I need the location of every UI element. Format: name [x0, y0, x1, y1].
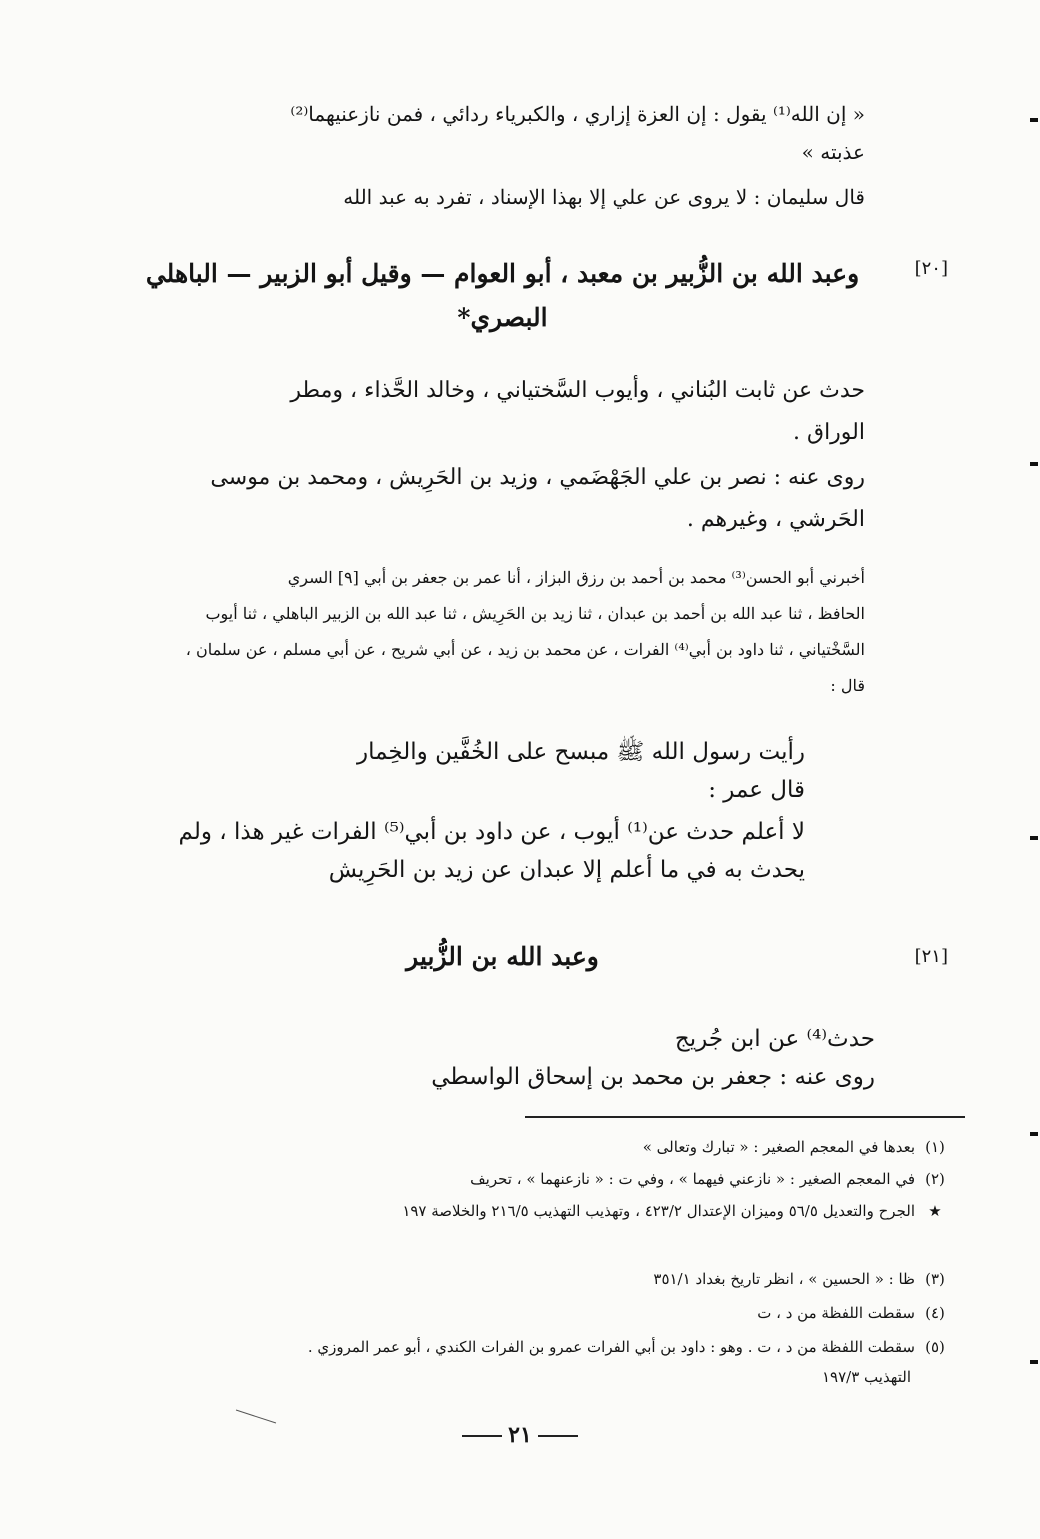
footnote — [150, 1196, 955, 1226]
footnote-marker: (٢) — [925, 1170, 945, 1188]
heading-line: وعبد الله بن الزُّبير بن معبد ، أبو العوام — وقيل أبو الزبير — الباهلي — [145, 259, 860, 288]
text-line: قال سليمان : لا يروى عن علي إلا بهذا الإسناد ، تفرد به عبد الله — [343, 185, 865, 209]
footnote-text: في المعجم الصغير : « نازعني فيهما » ، وفي ت : « نازعنهما » ، تحريف — [470, 1170, 915, 1188]
footnote-marker: (٤) — [925, 1304, 945, 1322]
entry-number: [٢١] — [914, 946, 948, 967]
footnote-text: بعدها في المعجم الصغير : « تبارك وتعالى » — [642, 1138, 915, 1156]
text-line: « إن الله⁽¹⁾ يقول : إن العزة إزاري ، والكبرياء ردائي ، فمن نازعنيهما⁽²⁾ — [290, 102, 865, 126]
text-line: روى عنه : جعفر بن محمد بن إسحاق الواسطي — [431, 1064, 875, 1090]
scan-mark — [1030, 1360, 1038, 1364]
text-line: لا أعلم حدث عن⁽¹⁾ أيوب ، عن داود بن أبي⁽⁵⁾ الفرات غير هذا ، ولم — [178, 819, 805, 845]
entry-number: [٢٠] — [914, 258, 948, 279]
text-line: رأيت رسول الله ﷺ مبسح على الخُفَّين والخِمار — [357, 739, 805, 765]
footnote — [150, 1332, 955, 1392]
opening-hadith — [145, 95, 865, 171]
footnote-marker: ★ — [928, 1202, 942, 1220]
footnote — [150, 1298, 955, 1328]
page-number-dash — [538, 1435, 578, 1437]
footnote — [150, 1264, 955, 1294]
text-line: قال عمر : — [708, 777, 805, 803]
footnote-text: ظا : « الحسين » ، انظر تاريخ بغداد ٣٥١/١ — [653, 1270, 915, 1288]
footnote-text: سقطت اللفظة من د ، ت . وهو : داود بن أبي الفرات عمرو بن الفرات الكندي ، أبو عمر المروزي . — [307, 1338, 915, 1356]
sulayman-note — [145, 178, 865, 216]
footnote-text: سقطت اللفظة من د ، ت — [757, 1304, 915, 1322]
entry-21-body — [150, 1020, 875, 1096]
footnote-divider — [525, 1116, 965, 1118]
footnote-marker: (٣) — [925, 1270, 945, 1288]
text-line: حدث عن ثابت البُناني ، وأيوب السَّختياني ، وخالد الحَّذاء ، ومطر — [290, 378, 865, 403]
text-line: الوراق . — [793, 420, 865, 445]
text-line: يحدث به في ما أعلم إلا عبدان عن زيد بن الحَرِيش — [328, 857, 805, 883]
narrated-by-paragraph — [145, 457, 865, 541]
text-line: أخبرني أبو الحسن⁽³⁾ محمد بن أحمد بن رزق البزاز ، أنا عمر بن جعفر بن أبي [٩] السري — [287, 568, 865, 587]
text-line: روى عنه : نصر بن علي الجَهْضَمي ، وزيد بن الحَرِيش ، ومحمد بن موسى — [210, 465, 865, 490]
footnote-marker: (٥) — [925, 1338, 945, 1356]
text-line: عذبته » — [801, 140, 865, 164]
entry-heading — [140, 252, 865, 340]
page-number-value: ٢١ — [508, 1422, 532, 1448]
entry-heading: وعبد الله بن الزُّبير — [406, 942, 599, 971]
footnote-text: الجرح والتعديل ٥٦/٥ وميزان الإعتدال ٤٢٣/٢ ، وتهذيب التهذيب ٢١٦/٥ والخلاصة ١٩٧ — [402, 1202, 915, 1220]
narrated-from-paragraph — [145, 370, 865, 454]
text-line: السَّخْتياني ، ثنا داود بن أبي⁽⁴⁾ الفرات ، عن محمد بن زيد ، عن أبي شريح ، عن أبي مسلم ، عن سلمان ، — [185, 640, 865, 659]
text-line: قال : — [830, 676, 865, 695]
text-line: الحافظ ، ثنا عبد الله بن أحمد بن عبدان ، ثنا زيد بن الحَرِيش ، ثنا عبد الله بن الزبير الباهلي ، ثنا أيوب — [205, 604, 865, 623]
scan-mark — [1030, 118, 1038, 122]
isnad-paragraph — [145, 560, 865, 704]
text-line: حدث⁽⁴⁾ عن ابن جُريج — [674, 1026, 875, 1052]
page-number — [0, 1422, 1040, 1448]
scan-mark — [1030, 1132, 1038, 1136]
footnote-continuation: التهذيب ١٩٧/٣ — [821, 1368, 911, 1386]
scan-mark — [1030, 836, 1038, 840]
page-number-dash — [462, 1435, 502, 1437]
hadith-text — [150, 733, 805, 809]
scan-mark — [1030, 462, 1038, 466]
footnote — [150, 1164, 955, 1194]
umar-comment — [145, 813, 805, 889]
footnote-marker: (١) — [925, 1138, 945, 1156]
heading-line: البصري* — [457, 303, 548, 332]
footnote — [150, 1132, 955, 1162]
text-line: الحَرشي ، وغيرهم . — [686, 507, 865, 532]
